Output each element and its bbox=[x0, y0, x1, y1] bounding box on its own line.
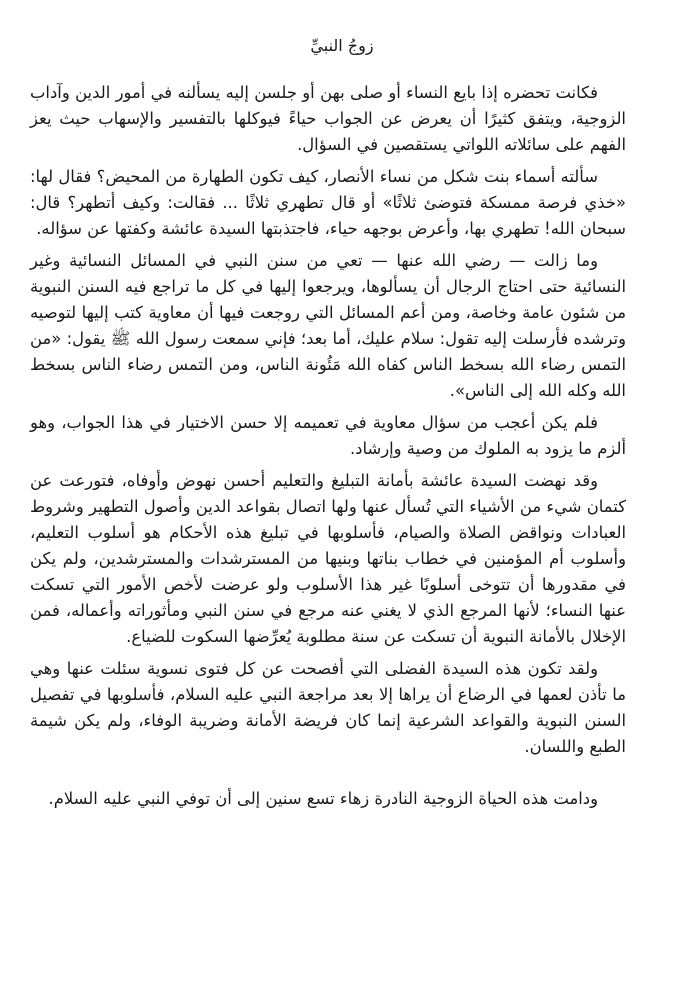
paragraph-3: وما زالت — رضي الله عنها — تعي من سنن النبي في المسائل النسائية وغير النسائية حتى احتاج الرجال أن يسألوها، ويرجعوا إليها في كل ما تراجع فيه السنن النبوية من شئون عامة وخاصة، ومن أعم المسائل التي روجعت فيها أن معاوية كتب إليها لتوصيه وترشده فأرسلت إليه تقول: سلام عليك، أما بعد؛ فإني سمعت رسول الله ﷺ يقول: «من التمس رضاء الله بسخط الناس كفاه الله مَئُونة الناس، ومن التمس رضاء الناس بسخط الله وكله الله إلى الناس». bbox=[30, 251, 626, 400]
paragraph-7: ودامت هذه الحياة الزوجية النادرة زهاء تسع سنين إلى أن توفي النبي عليه السلام. bbox=[48, 789, 598, 808]
page-body-text bbox=[30, 80, 626, 818]
paragraph-6: ولقد تكون هذه السيدة الفضلى التي أفصحت عن كل فتوى نسوية سئلت عنها وهي ما تأذن لعمها في الرضاع أن يراها إلا بعد مراجعة النبي عليه السلام، فأسلوبها في تفصيل السنن النبوية والقواعد الشرعية إنما كان فريضة الأمانة وضريبة الوفاء، ولم يكن شيمة الطبع واللسان. bbox=[30, 659, 626, 756]
paragraph-2: سألته أسماء بنت شكل من نساء الأنصار، كيف تكون الطهارة من المحيض؟ فقال لها: «خذي فرصة ممسكة فتوضئ ثلاثًا» أو قال تطهري ثلاثًا ... فقالت: وكيف أتطهر؟ قال: سبحان الله! تطهري بها، وأعرض بوجهه حياء، فاجتذبتها السيدة عائشة وكفتها عن سؤاله. bbox=[30, 167, 626, 238]
paragraph-4: فلم يكن أعجب من سؤال معاوية في تعميمه إلا حسن الاختيار في هذا الجواب، وهو ألزم ما يزود به الملوك من وصية وإرشاد. bbox=[30, 413, 626, 458]
paragraph-5: وقد نهضت السيدة عائشة بأمانة التبليغ والتعليم أحسن نهوض وأوفاه، فتورعت عن كتمان شيء من الأشياء التي تُسأل عنها ولها اتصال بقواعد الدين وأصول التطهير وشروط العبادات ونواقض الصلاة والصيام، فأسلوبها في تبليغ هذه الأحكام هو أسلوب التعليم، وأسلوب أم المؤمنين في خطاب بناتها وبنيها من المسترشدات والمسترشدين، ولم يكن في مقدورها أن تتوخى أسلوبًا غير هذا الأسلوب ولو عرضت لأخص الأمور التي تسكت عنها النساء؛ لأنها المرجع الذي لا يغني عنه مرجع في سنن النبي ومأثوراته وأعماله، فمن الإخلال بالأمانة النبوية أن تسكت عن سنة مطلوبة يُعرِّضها السكوت للضياع. bbox=[30, 471, 626, 646]
paragraph-1: فكانت تحضره إذا بايع النساء أو صلى بهن أو جلسن إليه يسألنه في أمور الدين وآداب الزوجية، ويتفق كثيرًا أن يعرض عن الجواب حياءً فيوكلها بالتفسير والإسهاب حيث يعز الفهم على سائلاته اللواتي يستقصين في السؤال. bbox=[30, 83, 626, 154]
page-header-title: زوجُ النبيِّ bbox=[310, 36, 374, 55]
